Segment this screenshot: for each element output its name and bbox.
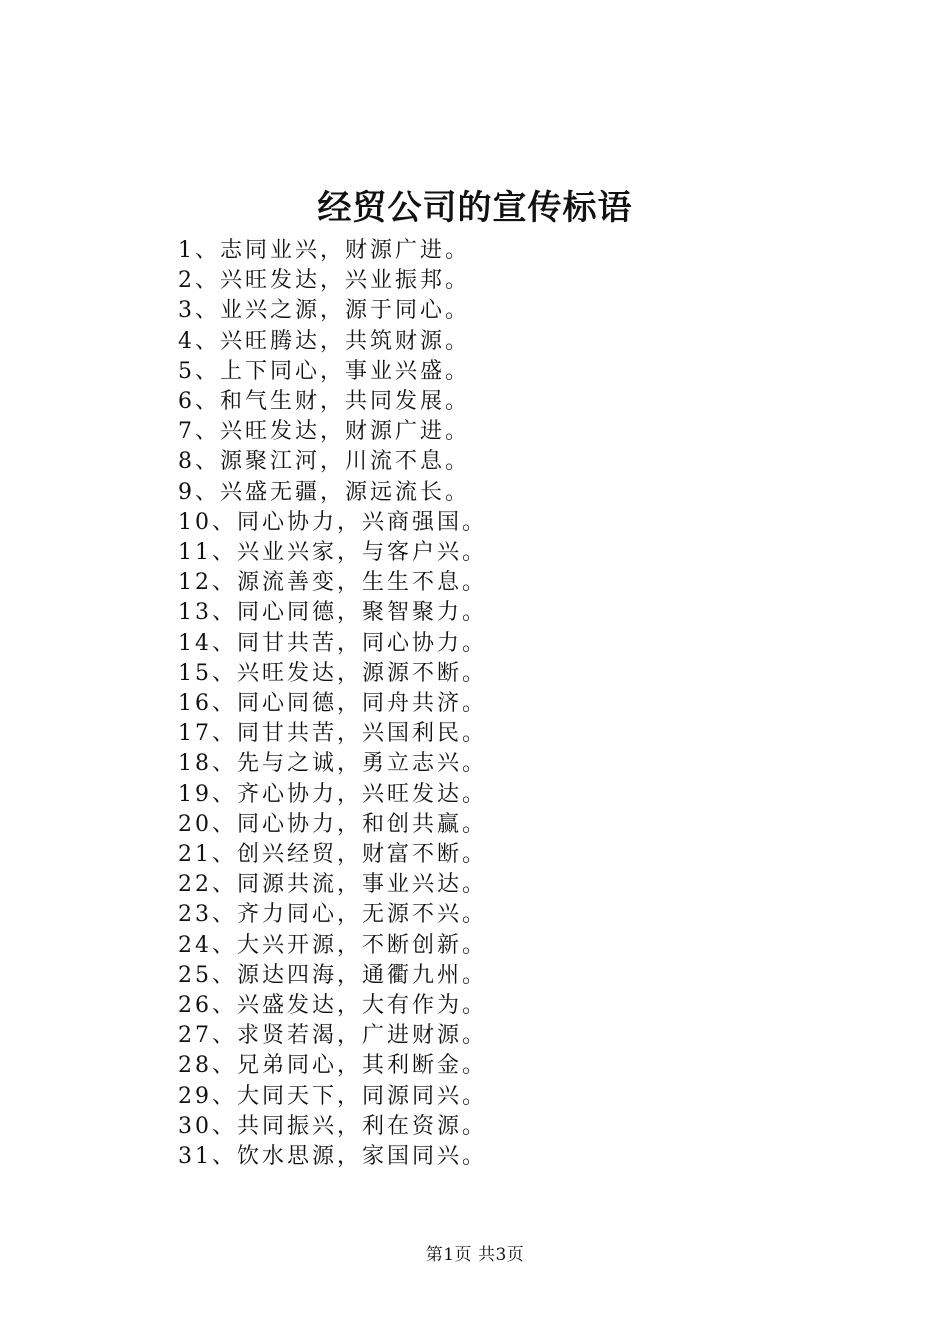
slogan-item: 4、兴旺腾达，共筑财源。 — [178, 328, 470, 354]
slogan-item: 27、求贤若渴，广进财源。 — [178, 1023, 487, 1049]
slogan-item: 20、同心协力，和创共赢。 — [178, 811, 487, 837]
slogan-item: 6、和气生财，共同发展。 — [178, 389, 470, 415]
slogan-item: 26、兴盛发达，大有作为。 — [178, 993, 487, 1019]
slogan-item: 16、同心同德，同舟共济。 — [178, 691, 487, 717]
slogan-item: 19、齐心协力，兴旺发达。 — [178, 781, 487, 807]
slogan-item: 21、创兴经贸，财富不断。 — [178, 842, 487, 868]
slogan-item: 30、共同振兴，利在资源。 — [178, 1113, 487, 1139]
slogan-item: 25、源达四海，通衢九州。 — [178, 962, 487, 988]
slogan-item: 1、志同业兴，财源广进。 — [178, 238, 470, 263]
slogan-item: 29、大同天下，同源同兴。 — [178, 1083, 487, 1109]
slogan-list — [178, 236, 487, 1172]
slogan-item: 12、源流善变，生生不息。 — [178, 570, 487, 596]
slogan-item: 5、上下同心，事业兴盛。 — [178, 358, 470, 384]
slogan-item: 14、同甘共苦，同心协力。 — [178, 630, 487, 656]
slogan-item: 24、大兴开源，不断创新。 — [178, 932, 487, 958]
slogan-item: 7、兴旺发达，财源广进。 — [178, 419, 470, 445]
slogan-item: 15、兴旺发达，源源不断。 — [178, 660, 487, 686]
slogan-item: 10、同心协力，兴商强国。 — [178, 509, 487, 535]
slogan-item: 8、源聚江河，川流不息。 — [178, 449, 470, 475]
slogan-item: 23、齐力同心，无源不兴。 — [178, 902, 487, 928]
slogan-item: 28、兄弟同心，其利断金。 — [178, 1053, 487, 1079]
slogan-item: 11、兴业兴家，与客户兴。 — [178, 540, 487, 566]
slogan-item: 9、兴盛无疆，源远流长。 — [178, 479, 470, 505]
slogan-item: 18、先与之诚，勇立志兴。 — [178, 751, 487, 777]
slogan-item: 22、同源共流，事业兴达。 — [178, 872, 487, 898]
page-number-footer: 第1页 共3页 — [425, 1245, 525, 1265]
slogan-item: 13、同心同德，聚智聚力。 — [178, 600, 487, 626]
slogan-item: 3、业兴之源，源于同心。 — [178, 298, 470, 324]
slogan-item: 17、同甘共苦，兴国利民。 — [178, 721, 487, 747]
slogan-item: 31、饮水思源，家国同兴。 — [178, 1144, 487, 1170]
slogan-item: 2、兴旺发达，兴业振邦。 — [178, 268, 470, 294]
document-title: 经贸公司的宣传标语 — [317, 188, 633, 228]
